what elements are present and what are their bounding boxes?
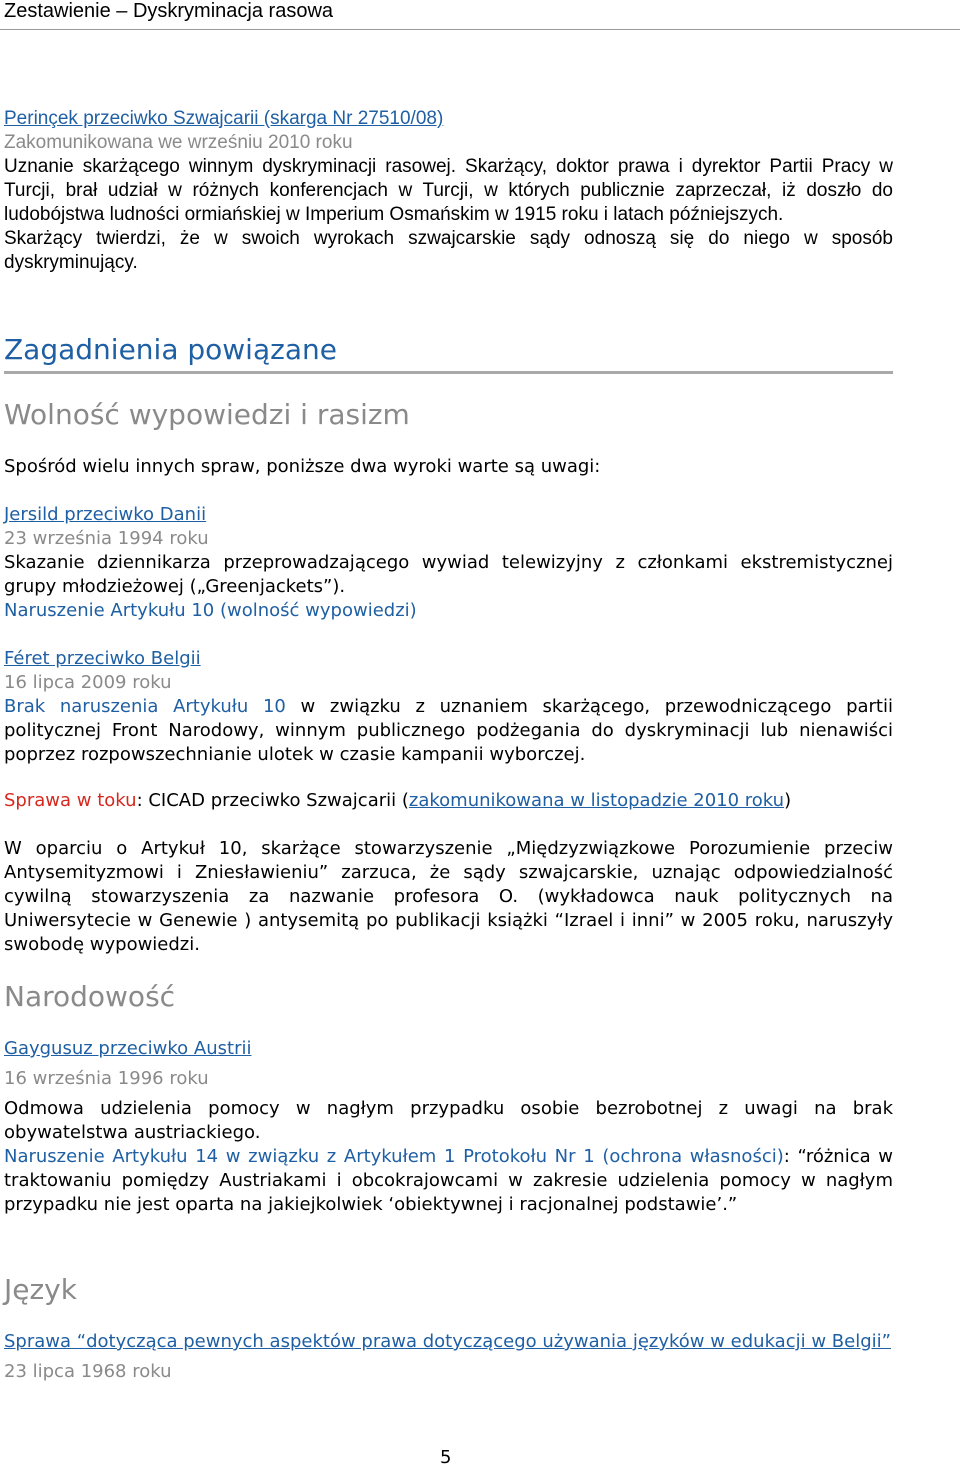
section-divider [4, 371, 893, 374]
case-jersild [4, 503, 893, 623]
case-link[interactable]: Jersild przeciwko Danii [4, 504, 207, 525]
subsection-title: Wolność wypowiedzi i rasizm [4, 398, 410, 431]
case-date: 16 września 1996 roku [4, 1068, 209, 1089]
section-title: Zagadnienia powiązane [4, 333, 337, 366]
case-description: Odmowa udzielenia pomocy w nagłym przypadku osobie bezrobotnej z uwagi na brak obywatelstwa austriackiego. [4, 1098, 893, 1143]
case-result: Naruszenie Artykułu 10 (wolność wypowiedzi) [4, 600, 417, 621]
case-quote: : “różnica w traktowaniu pomiędzy Austriakami i obcokrajowcami w zakresie udzielenia pomocy w nagłym przypadku nie jest oparta na jakiejkolwiek ‘obiektywnej i racjonalnej podstawie’.” [4, 1146, 893, 1215]
pending-separator: : [136, 790, 149, 811]
case-date: 23 lipca 1968 roku [4, 1361, 172, 1382]
page-number: 5 [440, 1447, 452, 1468]
intro-text: Spośród wielu innych spraw, poniższe dwa wyroki warte są uwagi: [4, 456, 601, 477]
case-description-text: w związku z uznaniem skarżącego, przewodniczącego partii politycznej Front Narodowy, winnym publicznego podżegania do dyskryminacji lub nienawiści poprzez rozpowszechnianie ulotek w czasie kampanii wyborczej. [4, 696, 893, 765]
case-language [4, 1330, 893, 1384]
pending-case [4, 789, 893, 813]
pending-line [4, 789, 893, 813]
case-description-2: Skarżący twierdzi, że w swoich wyrokach szwajcarskie sądy odnoszą się do niego w sposób dyskryminujący. [4, 228, 893, 273]
page-header [0, 0, 960, 30]
subsection-title: Narodowość [4, 980, 176, 1013]
case-perincek [4, 107, 893, 275]
case-result-line [4, 1145, 893, 1217]
case-gaygusuz [4, 1037, 893, 1217]
case-status: Zakomunikowana we wrześniu 2010 roku [4, 132, 353, 153]
pending-case-name: CICAD przeciwko Szwajcarii ( [148, 790, 409, 811]
case-description [4, 695, 893, 767]
case-feret [4, 647, 893, 767]
subsection-title: Język [4, 1273, 77, 1306]
pending-description: W oparciu o Artykuł 10, skarżące stowarzyszenie „Międzyzwiązkowe Porozumienie przeciw Antysemityzmowi i Zniesławieniu” zarzuca, że sądy szwajcarskie, uznając odpowiedzialność cywilną stowarzyszenia za nazwanie profesora O. (wykładowca nauk politycznych na Uniwersytecie w Genewie ) antysemitą po publikacji książki “Izrael i inni” w 2005 roku, naruszyły swobodę wypowiedzi. [4, 838, 893, 955]
header-title: Zestawienie – Dyskryminacja rasowa [4, 0, 334, 22]
case-result: Brak naruszenia Artykułu 10 [4, 696, 286, 717]
case-date: 16 lipca 2009 roku [4, 672, 172, 693]
pending-close: ) [784, 790, 792, 811]
pending-label: Sprawa w toku [4, 790, 137, 811]
case-result: Naruszenie Artykułu 14 w związku z Artykułem 1 Protokołu Nr 1 (ochrona własności) [4, 1146, 784, 1167]
case-link[interactable]: Sprawa “dotycząca pewnych aspektów prawa dotyczącego używania języków w edukacji w Belgii” [4, 1331, 891, 1352]
case-link[interactable]: Perinçek przeciwko Szwajcarii (skarga Nr 27510/08) [4, 108, 444, 129]
case-description: Skazanie dziennikarza przeprowadzającego wywiad telewizyjny z członkami ekstremistycznej grupy młodzieżowej („Greenjackets”). [4, 552, 893, 597]
case-description: Uznanie skarżącego winnym dyskryminacji rasowej. Skarżący, doktor prawa i dyrektor Partii Pracy w Turcji, brał udział w różnych konferencjach w Turcji, w których publicznie zaprzeczał, iż doszło do ludobójstwa ludności ormiańskiej w Imperium Osmańskim w 1915 roku i latach późniejszych. [4, 156, 893, 225]
header-divider [0, 29, 960, 30]
pending-link[interactable]: zakomunikowana w listopadzie 2010 roku [408, 790, 785, 811]
case-link[interactable]: Féret przeciwko Belgii [4, 648, 201, 669]
case-date: 23 września 1994 roku [4, 528, 209, 549]
case-link[interactable]: Gaygusuz przeciwko Austrii [4, 1038, 252, 1059]
